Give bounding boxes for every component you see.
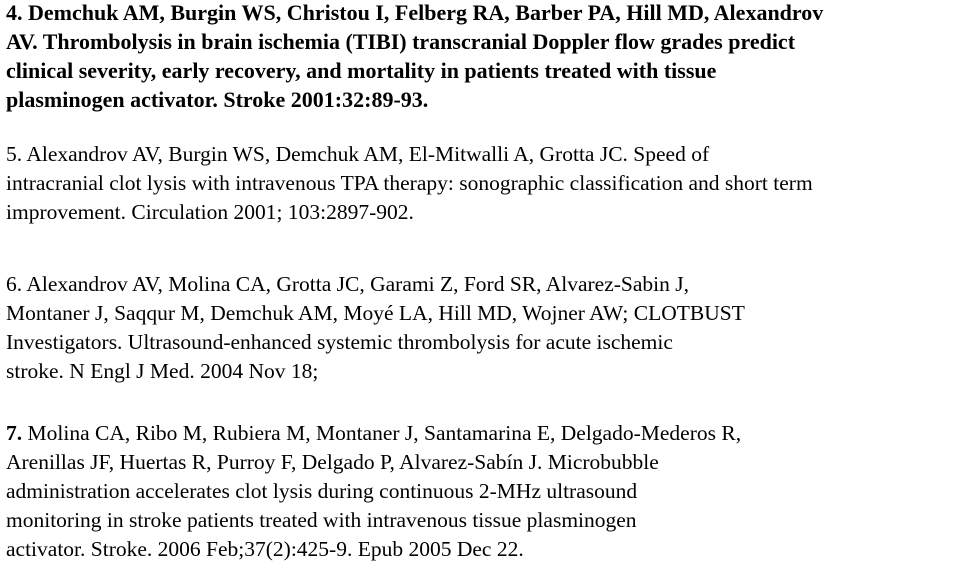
reference-line: monitoring in stroke patients treated with intravenous tissue plasminogen	[6, 508, 637, 532]
reference-line: activator. Stroke. 2006 Feb;37(2):425-9. Epub 2005 Dec 22.	[6, 537, 524, 561]
reference-number: 7.	[6, 421, 23, 445]
reference-line-text: Molina CA, Ribo M, Rubiera M, Montaner J, Santamarina E, Delgado-Mederos R,	[22, 421, 742, 445]
reference-line: Arenillas JF, Huertas R, Purroy F, Delgado P, Alvarez-Sabín J. Microbubble	[6, 450, 659, 474]
reference-line: 6. Alexandrov AV, Molina CA, Grotta JC, Garami Z, Ford SR, Alvarez-Sabin J,	[6, 272, 689, 296]
reference-line: intracranial clot lysis with intravenous TPA therapy: sonographic classification and short term	[6, 171, 813, 195]
reference-line: plasminogen activator. Stroke 2001:32:89-93.	[6, 87, 429, 112]
reference-line: clinical severity, early recovery, and mortality in patients treated with tissue	[6, 58, 717, 83]
reference-5	[6, 140, 958, 227]
reference-7	[6, 419, 958, 564]
reference-line: Investigators. Ultrasound-enhanced systemic thrombolysis for acute ischemic	[6, 330, 673, 354]
reference-line: improvement. Circulation 2001; 103:2897-902.	[6, 200, 414, 224]
reference-line: 4. Demchuk AM, Burgin WS, Christou I, Felberg RA, Barber PA, Hill MD, Alexandrov	[6, 0, 824, 25]
reference-4	[6, 0, 958, 114]
reference-line: 5. Alexandrov AV, Burgin WS, Demchuk AM, El-Mitwalli A, Grotta JC. Speed of	[6, 142, 710, 166]
reference-line: AV. Thrombolysis in brain ischemia (TIBI) transcranial Doppler flow grades predict	[6, 29, 796, 54]
reference-line: administration accelerates clot lysis during continuous 2-MHz ultrasound	[6, 479, 638, 503]
reference-line: Montaner J, Saqqur M, Demchuk AM, Moyé LA, Hill MD, Wojner AW; CLOTBUST	[6, 301, 745, 325]
reference-6	[6, 270, 958, 386]
reference-line: stroke. N Engl J Med. 2004 Nov 18;	[6, 359, 319, 383]
reference-line-first	[6, 419, 958, 448]
